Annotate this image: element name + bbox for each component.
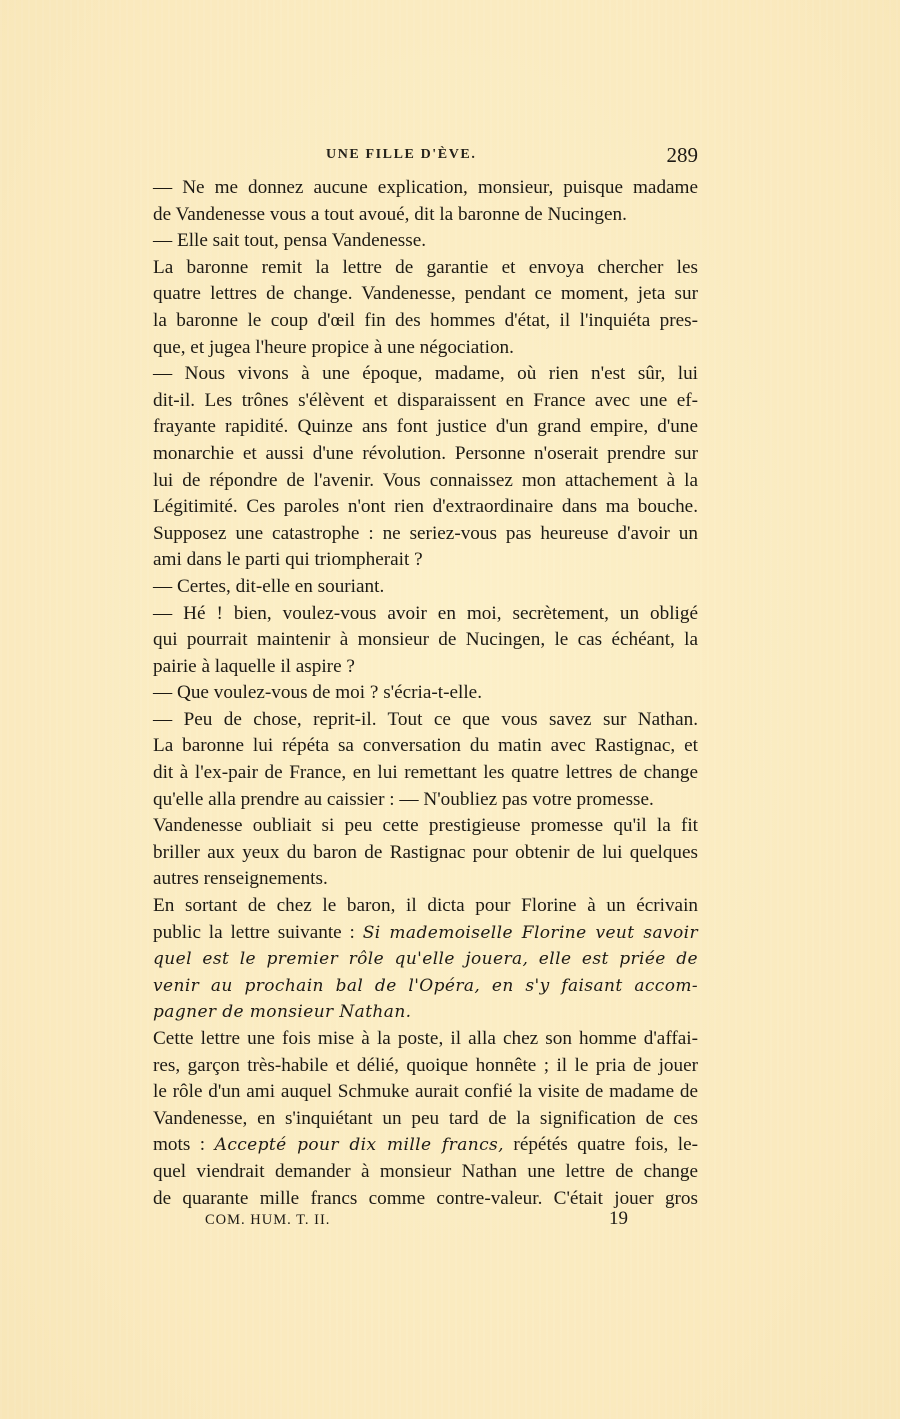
- text-line: que, et jugea l'heure propice à une négociation.: [153, 336, 514, 358]
- body-text: [153, 175, 698, 1212]
- text-line: — Elle sait tout, pensa Vandenesse.: [153, 230, 427, 252]
- letter-text: Si mademoiselle Florine veut savoir: [362, 922, 699, 943]
- text-line: ami dans le parti qui triompherait ?: [153, 549, 423, 571]
- text-line: — Peu de chose, reprit-il. Tout ce que vous savez sur Nathan.: [153, 708, 698, 730]
- text-line: res, garçon très-habile et délié, quoique honnête ; il le pria de jouer: [153, 1054, 698, 1076]
- letter-text: venir au prochain bal de l'Opéra, en s'y faisant accom-: [153, 975, 698, 996]
- letter-text: pagner de monsieur Nathan.: [153, 1002, 412, 1023]
- accepte-prefix: mots :: [153, 1134, 215, 1156]
- text-line: — Certes, dit-elle en souriant.: [153, 575, 385, 597]
- text-line: monarchie et aussi d'une révolution. Personne n'oserait prendre sur: [153, 442, 698, 464]
- signature-number: 19: [609, 1208, 628, 1229]
- text-line: autres renseignements.: [153, 868, 328, 890]
- text-line: Vandenesse oubliait si peu cette prestigieuse promesse qu'il la fit: [153, 815, 698, 837]
- letter-line: [153, 999, 698, 1026]
- text-line: dit à l'ex-pair de France, en lui remettant les quatre lettres de change: [153, 762, 698, 784]
- letter-line: [153, 946, 698, 973]
- letter-line: [153, 973, 698, 1000]
- text-line: quel viendrait demander à monsieur Nathan une lettre de change: [153, 1160, 698, 1182]
- letter-intro: public la lettre suivante :: [153, 921, 363, 943]
- signature-mark: COM. HUM. T. II.: [205, 1212, 331, 1228]
- text-line: frayante rapidité. Quinze ans font justice d'un grand empire, d'une: [153, 416, 698, 438]
- accepte-italic: Accepté pour dix mille francs,: [214, 1135, 504, 1156]
- text-line: briller aux yeux du baron de Rastignac pour obtenir de lui quelques: [153, 841, 698, 863]
- text-line: Vandenesse, en s'inquiétant un peu tard de la signification de ces: [153, 1107, 698, 1129]
- text-line: dit-il. Les trônes s'élèvent et disparaissent en France avec une ef-: [153, 389, 698, 411]
- letter-text: quel est le premier rôle qu'elle jouera, elle est priée de: [153, 949, 698, 970]
- text-line: La baronne remit la lettre de garantie et envoya chercher les: [153, 256, 698, 278]
- text-line: la baronne le coup d'œil fin des hommes d'état, il l'inquiéta pres-: [153, 309, 698, 331]
- text-line: lui de répondre de l'avenir. Vous connaissez mon attachement à la: [153, 469, 698, 491]
- letter-line: [153, 920, 698, 947]
- page-footer: [153, 1208, 698, 1232]
- text-line: La baronne lui répéta sa conversation du matin avec Rastignac, et: [153, 735, 698, 757]
- text-line: — Nous vivons à une époque, madame, où rien n'est sûr, lui: [153, 363, 698, 385]
- text-line: Cette lettre une fois mise à la poste, il alla chez son homme d'affai-: [153, 1028, 698, 1049]
- text-line: — Hé ! bien, voulez-vous avoir en moi, secrètement, un obligé: [153, 602, 698, 624]
- text-line: Supposez une catastrophe : ne seriez-vous pas heureuse d'avoir un: [153, 522, 698, 544]
- running-title: UNE FILLE D'ÈVE.: [326, 147, 477, 162]
- text-line: — Ne me donnez aucune explication, monsieur, puisque madame: [153, 177, 698, 198]
- text-line: le rôle d'un ami auquel Schmuke aurait confié la visite de madame de: [153, 1081, 698, 1103]
- text-line: de Vandenesse vous a tout avoué, dit la baronne de Nucingen.: [153, 203, 627, 225]
- text-line: de quarante mille francs comme contre-valeur. C'était jouer gros: [153, 1187, 698, 1209]
- text-line: pairie à laquelle il aspire ?: [153, 655, 355, 677]
- accepte-line: [153, 1132, 698, 1159]
- text-line: quatre lettres de change. Vandenesse, pendant ce moment, jeta sur: [153, 283, 698, 305]
- text-line: En sortant de chez le baron, il dicta pour Florine à un écrivain: [153, 895, 698, 917]
- accepte-suffix: répétés quatre fois, le-: [503, 1134, 698, 1156]
- text-line: qui pourrait maintenir à monsieur de Nucingen, le cas échéant, la: [153, 629, 698, 651]
- page-header: [153, 143, 698, 169]
- text-line: — Que voulez-vous de moi ? s'écria-t-elle.: [153, 682, 482, 704]
- page-number: 289: [666, 143, 698, 167]
- text-line: Légitimité. Ces paroles n'ont rien d'extraordinaire dans ma bouche.: [153, 496, 698, 518]
- text-line: qu'elle alla prendre au caissier : — N'oubliez pas votre promesse.: [153, 788, 654, 810]
